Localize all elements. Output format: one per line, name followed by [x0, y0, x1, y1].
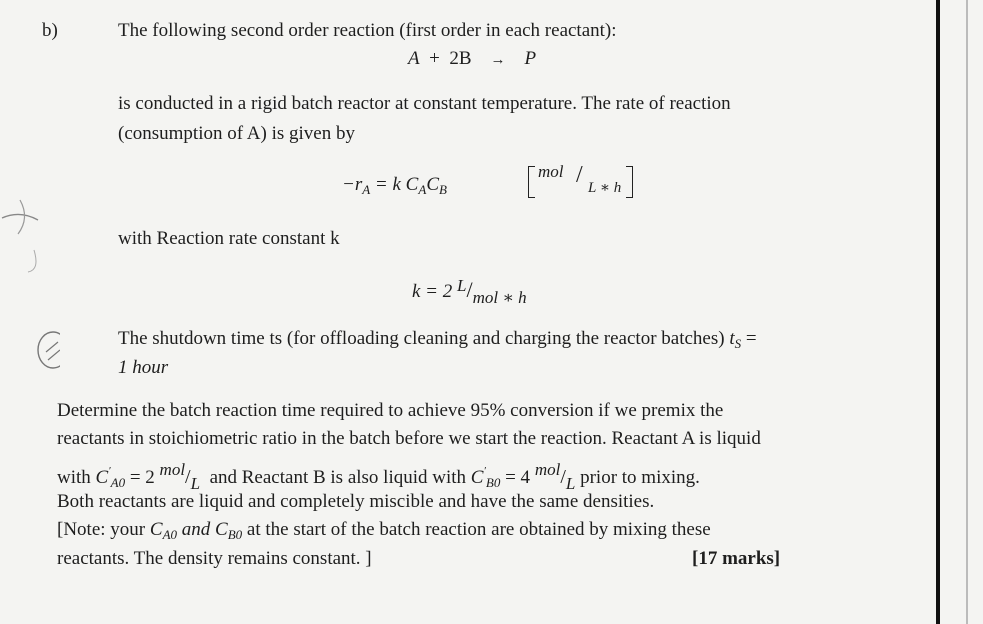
page-edge-line: [936, 0, 940, 624]
plus-sign: +: [429, 48, 440, 69]
k-equation: k = 2 L/mol ∗ h: [412, 276, 527, 307]
product-p: P: [524, 48, 537, 69]
shutdown-value: 1 hour: [118, 357, 169, 378]
reactant-b: 2B: [449, 48, 472, 69]
page-edge-shadow: [966, 0, 968, 624]
text-line-2: is conducted in a rigid batch reactor at constant temperature. The rate of reaction: [118, 93, 731, 114]
determine-line-4: Both reactants are liquid and completely miscible and have the same densities.: [57, 491, 655, 512]
intro-text: The following second order reaction (first order in each reactant):: [118, 20, 617, 41]
shutdown-text: The shutdown time ts (for offloading cleaning and charging the reactor batches) $t_S$ =: [118, 328, 757, 351]
determine-line-2: reactants in stoichiometric ratio in the batch before we start the reaction. Reactant A is liquid: [57, 428, 761, 449]
determine-line-1: Determine the batch reaction time required to achieve 95% conversion if we premix the: [57, 400, 724, 421]
text-line-3: (consumption of A) is given by: [118, 123, 355, 144]
marks-label: [17 marks]: [692, 548, 781, 569]
text-rate-constant: with Reaction rate constant k: [118, 228, 340, 249]
margin-pencil-marks: [0, 190, 60, 380]
note-line-2: reactants. The density remains constant. ]: [57, 548, 372, 569]
reaction-equation: [408, 48, 536, 70]
rate-equation: $-r_A = k$ $C_AC_B$: [342, 174, 447, 197]
reactant-a: A: [408, 48, 420, 69]
determine-line-3: with $C'_{A0} = 2$ mol/L and Reactant B is also liquid with $C'_{B0} = 4$ mol/L prior to mixing.: [57, 460, 700, 493]
reaction-arrow: →: [490, 52, 506, 68]
rate-units: mol / L ∗ h: [528, 164, 636, 202]
note-line-1: [Note: your $C_{A0}$ and $C_{B0}$ at the start of the batch reaction are obtained by mixing these: [57, 519, 711, 542]
part-label: b): [42, 20, 58, 41]
